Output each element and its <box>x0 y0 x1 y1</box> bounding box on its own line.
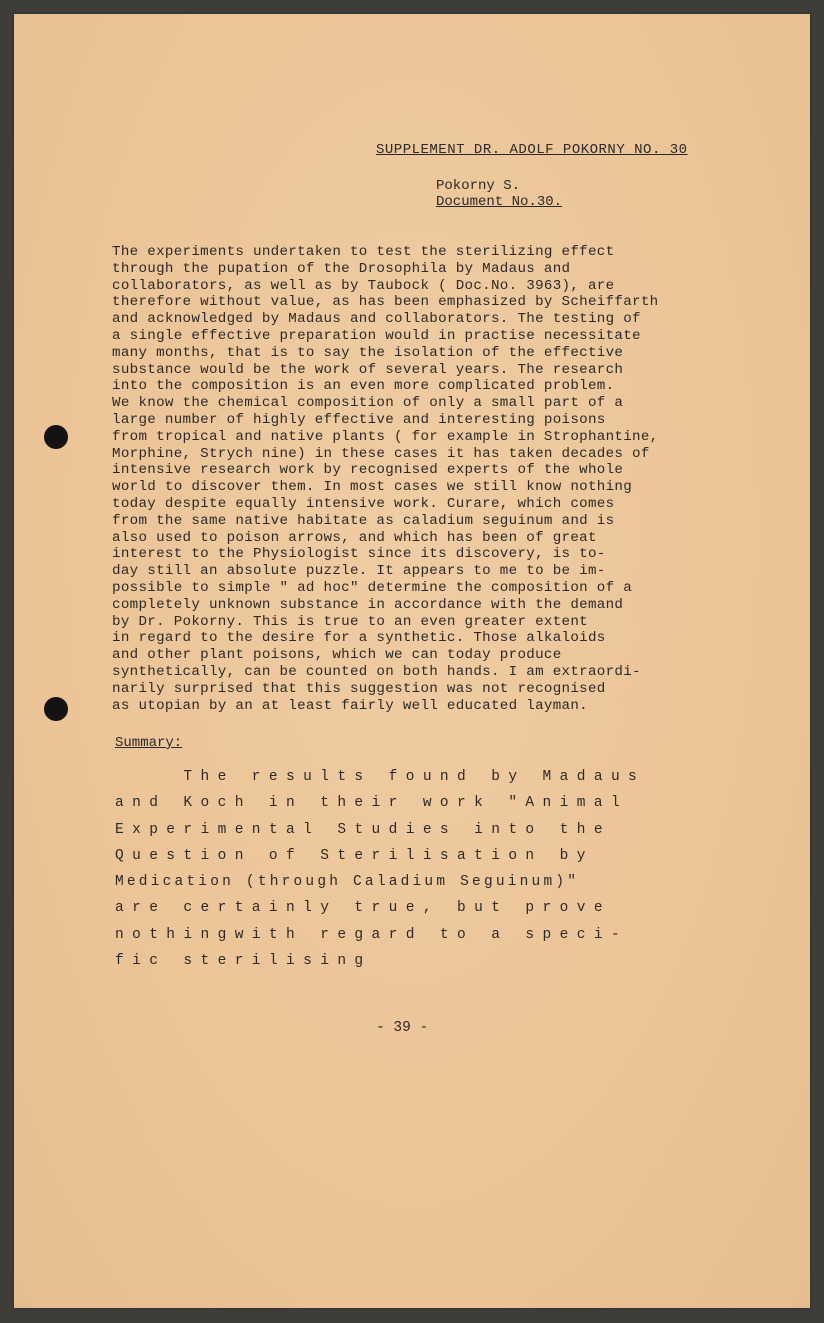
body-line: by Dr. Pokorny. This is true to an even greater extent <box>112 613 588 630</box>
page-number: - 39 - <box>376 1020 429 1036</box>
body-line: also used to poison arrows, and which has been of great <box>112 529 597 546</box>
summary-line: and Koch in their work "Animal <box>115 795 629 812</box>
body-line: many months, that is to say the isolation of the effective <box>112 344 624 361</box>
summary-line: nothingwith regard to a speci- <box>115 926 629 943</box>
body-line: therefore without value, as has been emphasized by Scheiffarth <box>112 294 659 311</box>
summary-line: Medication (through Caladium Seguinum)" <box>115 874 580 891</box>
summary-line: fic sterilising <box>115 953 372 970</box>
body-line: narily surprised that this suggestion was not recognised <box>112 680 606 697</box>
body-line: from the same native habitate as caladium seguinum and is <box>112 512 615 529</box>
body-line: in regard to the desire for a synthetic. Those alkaloids <box>112 630 606 647</box>
supplement-heading: SUPPLEMENT DR. ADOLF POKORNY NO. 30 <box>376 142 688 158</box>
summary-paragraph <box>115 764 715 974</box>
body-line: synthetically, can be counted on both hands. I am extraordi- <box>112 663 641 680</box>
body-paragraph <box>112 244 732 714</box>
body-line: as utopian by an at least fairly well educated layman. <box>112 697 588 714</box>
punch-hole-top <box>44 425 68 449</box>
author-name: Pokorny S. <box>436 178 521 194</box>
body-line: a single effective preparation would in practise necessitate <box>112 327 641 344</box>
body-line: intensive research work by recognised experts of the whole <box>112 462 624 479</box>
summary-line: are certainly true, but prove <box>115 900 611 917</box>
summary-line: The results found by Madaus <box>115 769 646 785</box>
body-line: and acknowledged by Madaus and collaborators. The testing of <box>112 311 641 328</box>
body-line: We know the chemical composition of only a small part of a <box>112 395 624 412</box>
body-line: interest to the Physiologist since its discovery, is to- <box>112 546 606 563</box>
body-line: day still an absolute puzzle. It appears to me to be im- <box>112 563 606 580</box>
summary-line: Question of Sterilisation by <box>115 847 594 864</box>
punch-hole-bottom <box>44 697 68 721</box>
body-line: and other plant poisons, which we can today produce <box>112 647 562 664</box>
summary-heading: Summary: <box>115 735 183 751</box>
body-line: from tropical and native plants ( for example in Strophantine, <box>112 428 659 445</box>
body-line: The experiments undertaken to test the sterilizing effect <box>112 244 615 260</box>
body-line: possible to simple " ad hoc" determine the composition of a <box>112 579 633 596</box>
body-line: Morphine, Strych nine) in these cases it has taken decades of <box>112 445 650 462</box>
summary-line: Experimental Studies into the <box>115 821 611 838</box>
body-line: world to discover them. In most cases we still know nothing <box>112 479 633 496</box>
body-line: into the composition is an even more complicated problem. <box>112 378 615 395</box>
body-line: large number of highly effective and interesting poisons <box>112 411 606 428</box>
body-line: collaborators, as well as by Taubock ( Doc.No. 3963), are <box>112 277 615 294</box>
document-reference: Document No.30. <box>436 194 563 210</box>
body-line: completely unknown substance in accordance with the demand <box>112 596 624 613</box>
body-line: substance would be the work of several years. The research <box>112 361 624 378</box>
paper-page <box>14 14 810 1308</box>
body-line: through the pupation of the Drosophila by Madaus and <box>112 260 571 277</box>
body-line: today despite equally intensive work. Curare, which comes <box>112 495 615 512</box>
